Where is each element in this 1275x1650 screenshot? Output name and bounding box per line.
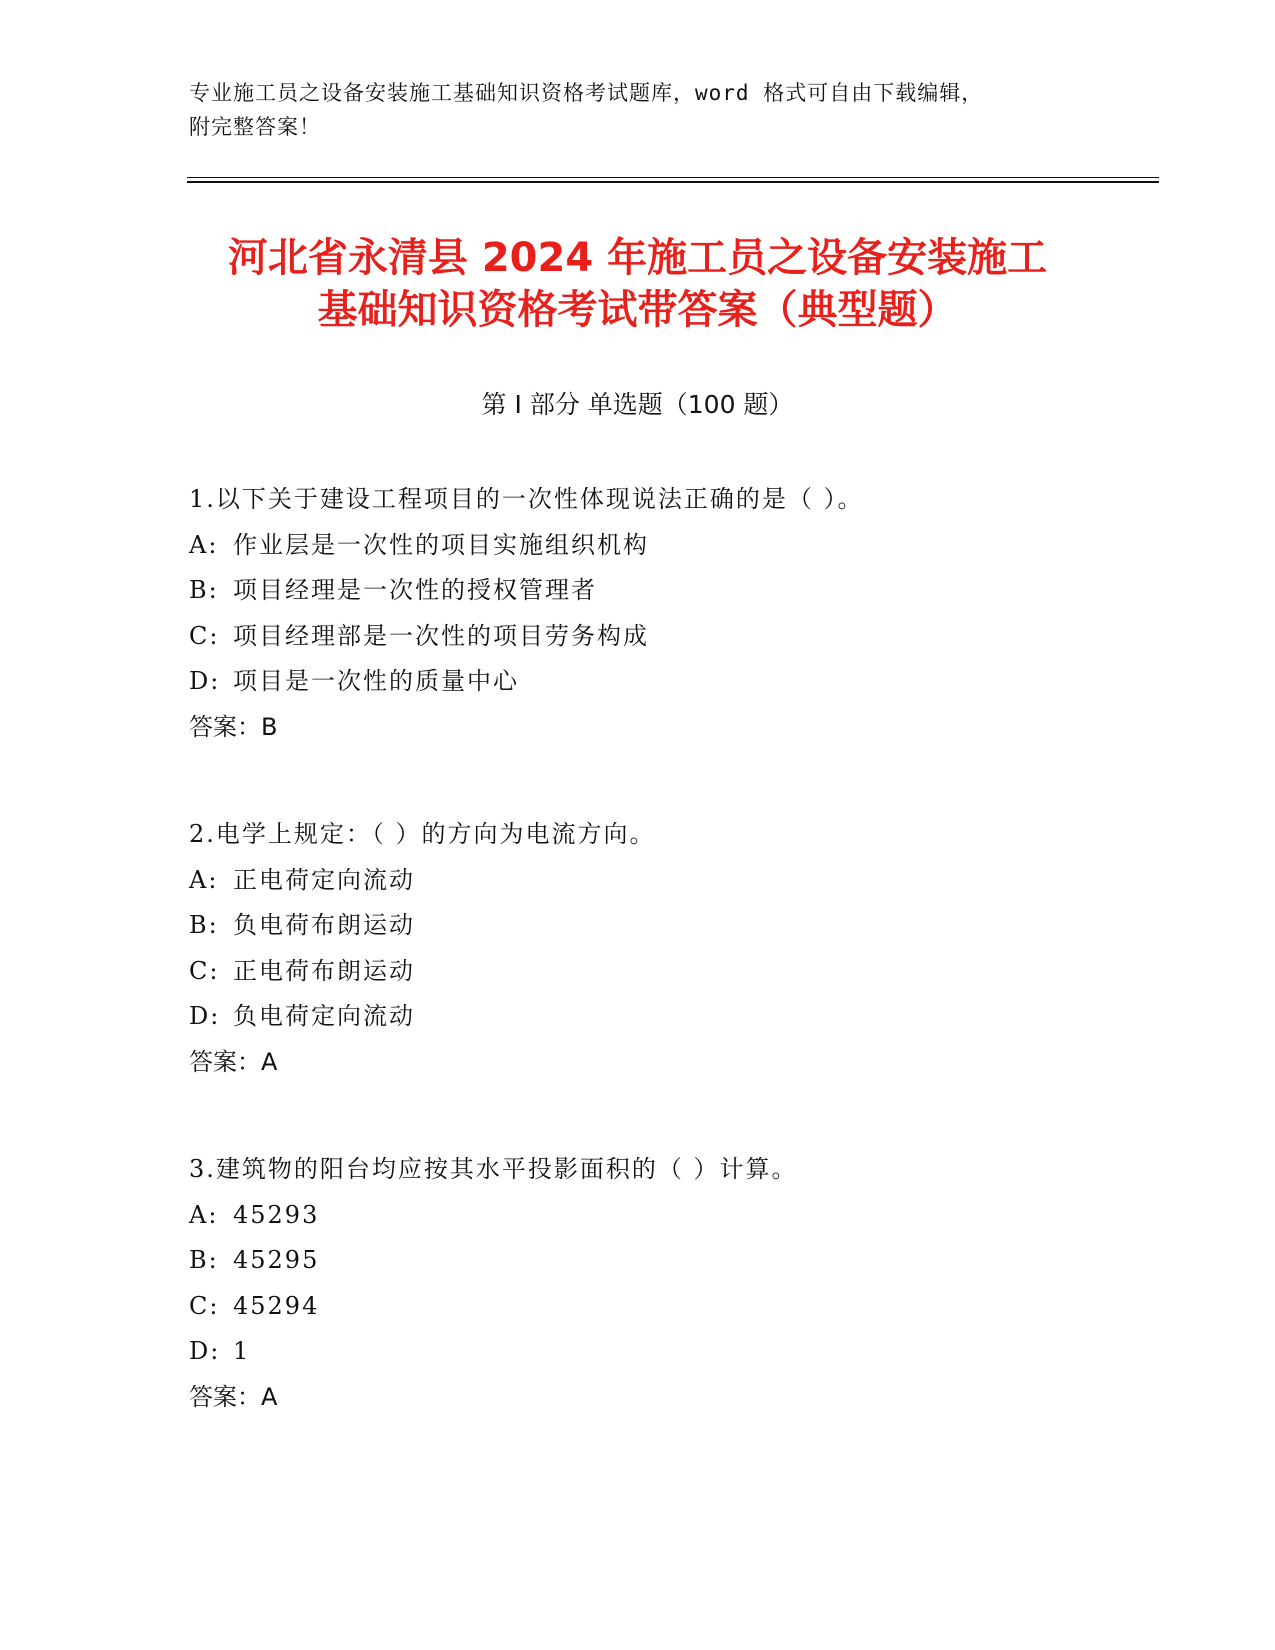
option-key: D: xyxy=(189,667,221,695)
option-text: 1 xyxy=(233,1337,251,1365)
option-text: 45295 xyxy=(233,1246,320,1274)
option-c xyxy=(189,949,1149,995)
option-text: 正电荷布朗运动 xyxy=(233,956,415,985)
question-3 xyxy=(189,1147,1149,1420)
option-key: C: xyxy=(189,956,220,985)
option-key: C: xyxy=(189,621,220,650)
header-note-line-1: 专业施工员之设备安装施工基础知识资格考试题库，word 格式可自由下载编辑， xyxy=(189,81,984,105)
option-text: 45294 xyxy=(233,1291,320,1320)
question-2 xyxy=(189,812,1149,1085)
option-d xyxy=(189,1329,1149,1375)
section-heading: 第 I 部分 单选题（100 题） xyxy=(481,390,794,419)
option-d xyxy=(189,659,1149,705)
option-key: D: xyxy=(189,1002,221,1030)
header-divider-thick xyxy=(187,181,1159,183)
question-list xyxy=(189,477,1149,1482)
question-1 xyxy=(189,477,1149,750)
option-key: B: xyxy=(189,1246,219,1274)
option-a xyxy=(189,858,1149,904)
question-stem: 2.电学上规定：（ ）的方向为电流方向。 xyxy=(189,820,656,848)
document-title-line-2: 基础知识资格考试带答案（典型题） xyxy=(317,287,958,333)
document-title xyxy=(150,232,1125,336)
option-a xyxy=(189,523,1149,569)
question-stem: 1.以下关于建设工程项目的一次性体现说法正确的是（ ）。 xyxy=(189,485,864,513)
option-text: 负电荷定向流动 xyxy=(233,1002,415,1030)
option-key: C: xyxy=(189,1291,220,1320)
option-d xyxy=(189,994,1149,1040)
option-text: 正电荷定向流动 xyxy=(233,865,415,894)
answer: 答案：B xyxy=(189,712,278,741)
option-key: A: xyxy=(189,865,219,894)
option-text: 项目经理部是一次性的项目劳务构成 xyxy=(233,621,649,650)
option-b xyxy=(189,903,1149,949)
option-c xyxy=(189,614,1149,660)
option-text: 45293 xyxy=(233,1200,320,1229)
option-key: B: xyxy=(189,911,219,939)
option-key: A: xyxy=(189,530,219,559)
option-key: A: xyxy=(189,1200,219,1229)
option-a xyxy=(189,1193,1149,1239)
answer: 答案：A xyxy=(189,1382,278,1411)
header-divider-thin xyxy=(187,177,1159,178)
option-text: 负电荷布朗运动 xyxy=(233,911,415,939)
option-text: 项目经理是一次性的授权管理者 xyxy=(233,576,597,604)
option-text: 作业层是一次性的项目实施组织机构 xyxy=(233,530,649,559)
document-title-line-1: 河北省永清县 2024 年施工员之设备安装施工 xyxy=(227,235,1048,281)
header-note xyxy=(189,76,1089,144)
option-b xyxy=(189,1238,1149,1284)
answer: 答案：A xyxy=(189,1047,278,1076)
header-note-line-2: 附完整答案！ xyxy=(189,115,321,139)
option-c xyxy=(189,1284,1149,1330)
option-key: B: xyxy=(189,576,219,604)
question-stem: 3.建筑物的阳台均应按其水平投影面积的（ ）计算。 xyxy=(189,1155,798,1183)
option-b xyxy=(189,568,1149,614)
option-key: D: xyxy=(189,1337,221,1365)
option-text: 项目是一次性的质量中心 xyxy=(233,667,519,695)
